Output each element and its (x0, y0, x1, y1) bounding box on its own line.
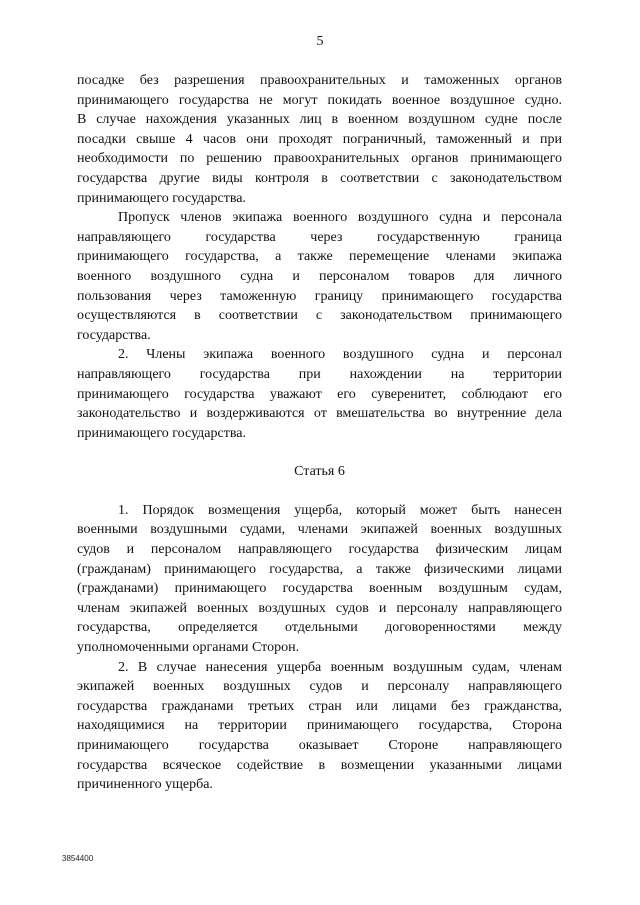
text-line: причиненного ущерба. (77, 777, 213, 793)
paragraph-third-party-damage (77, 658, 562, 795)
text-line: необходимости по решению правоохранительных органов принимающего (77, 151, 562, 167)
text-line: принимающего государства оказывает Стороне направляющего (77, 738, 562, 753)
paragraph-border-crossing (77, 208, 562, 345)
text-line: 2. В случае нанесения ущерба военным воздушным судам, членам (118, 659, 562, 675)
text-line: государства гражданами третьих стран или лицами без гражданства, (77, 698, 562, 714)
article-heading: Статья 6 (294, 464, 345, 480)
text-line: (гражданам) принимающего государства, а также физическими лицами (77, 561, 562, 577)
text-line: направляющего государства через государственную граница (77, 229, 562, 245)
text-line: законодательство и воздерживаются от вмешательства во внутренние дела (77, 406, 562, 422)
paragraph-continuation (77, 71, 562, 208)
text-line: 2. Члены экипажа военного воздушного судна и персонал (118, 347, 562, 363)
text-line: экипажей военных воздушных судов и персоналу направляющего (77, 679, 562, 695)
text-line: направляющего государства при нахождении на территории (77, 366, 562, 382)
page-number: 5 (316, 34, 324, 49)
text-line: Пропуск членов экипажа военного воздушного судна и персонала (118, 210, 562, 226)
text-line: пользования через таможенную границу принимающего государства (77, 288, 562, 304)
text-line: 1. Порядок возмещения ущерба, который может быть нанесен (118, 502, 562, 518)
text-line: принимающего государства, а также перемещение членами экипажа (77, 249, 562, 265)
text-line: посадки свыше 4 часов они проходят пограничный, таможенный и при (77, 131, 562, 147)
text-line: посадке без разрешения правоохранительных и таможенных органов (77, 73, 562, 88)
text-line: судов и персоналом направляющего государства физическим лицам (77, 542, 562, 558)
text-line: государства, определяется отдельными договоренностями между (77, 620, 562, 636)
text-line: принимающего государства не могут покидать военное воздушное судно. (77, 92, 562, 108)
text-line: государства другие виды контроля в соответствии с законодательством (77, 170, 562, 186)
document-code: 3854400 (62, 854, 94, 863)
text-line: принимающего государства. (77, 190, 246, 206)
text-line: членам экипажей военных воздушных судов и персоналу направляющего (77, 600, 562, 616)
text-line: военного воздушного судна и персоналом товаров для личного (77, 268, 562, 284)
text-line: находящимися на территории принимающего государства, Сторона (77, 718, 562, 734)
text-line: военными воздушными судами, членами экипажей военных воздушных (77, 522, 562, 538)
text-line: (гражданами) принимающего государства военным воздушным судам, (77, 581, 562, 597)
text-line: осуществляются в соответствии с законодательством принимающего (77, 308, 562, 324)
text-line: уполномоченными органами Сторон. (77, 640, 300, 656)
document-body (77, 71, 562, 795)
text-line: государства всяческое содействие в возмещении указанными лицами (77, 757, 562, 773)
paragraph-sovereignty (77, 345, 562, 443)
text-line: принимающего государства уважают его суверенитет, соблюдают его (77, 386, 562, 402)
text-line: государства. (77, 327, 151, 343)
text-line: В случае нахождения указанных лиц в военном воздушном судне после (77, 112, 562, 128)
paragraph-damage-compensation (77, 501, 562, 658)
text-line: принимающего государства. (77, 425, 246, 441)
